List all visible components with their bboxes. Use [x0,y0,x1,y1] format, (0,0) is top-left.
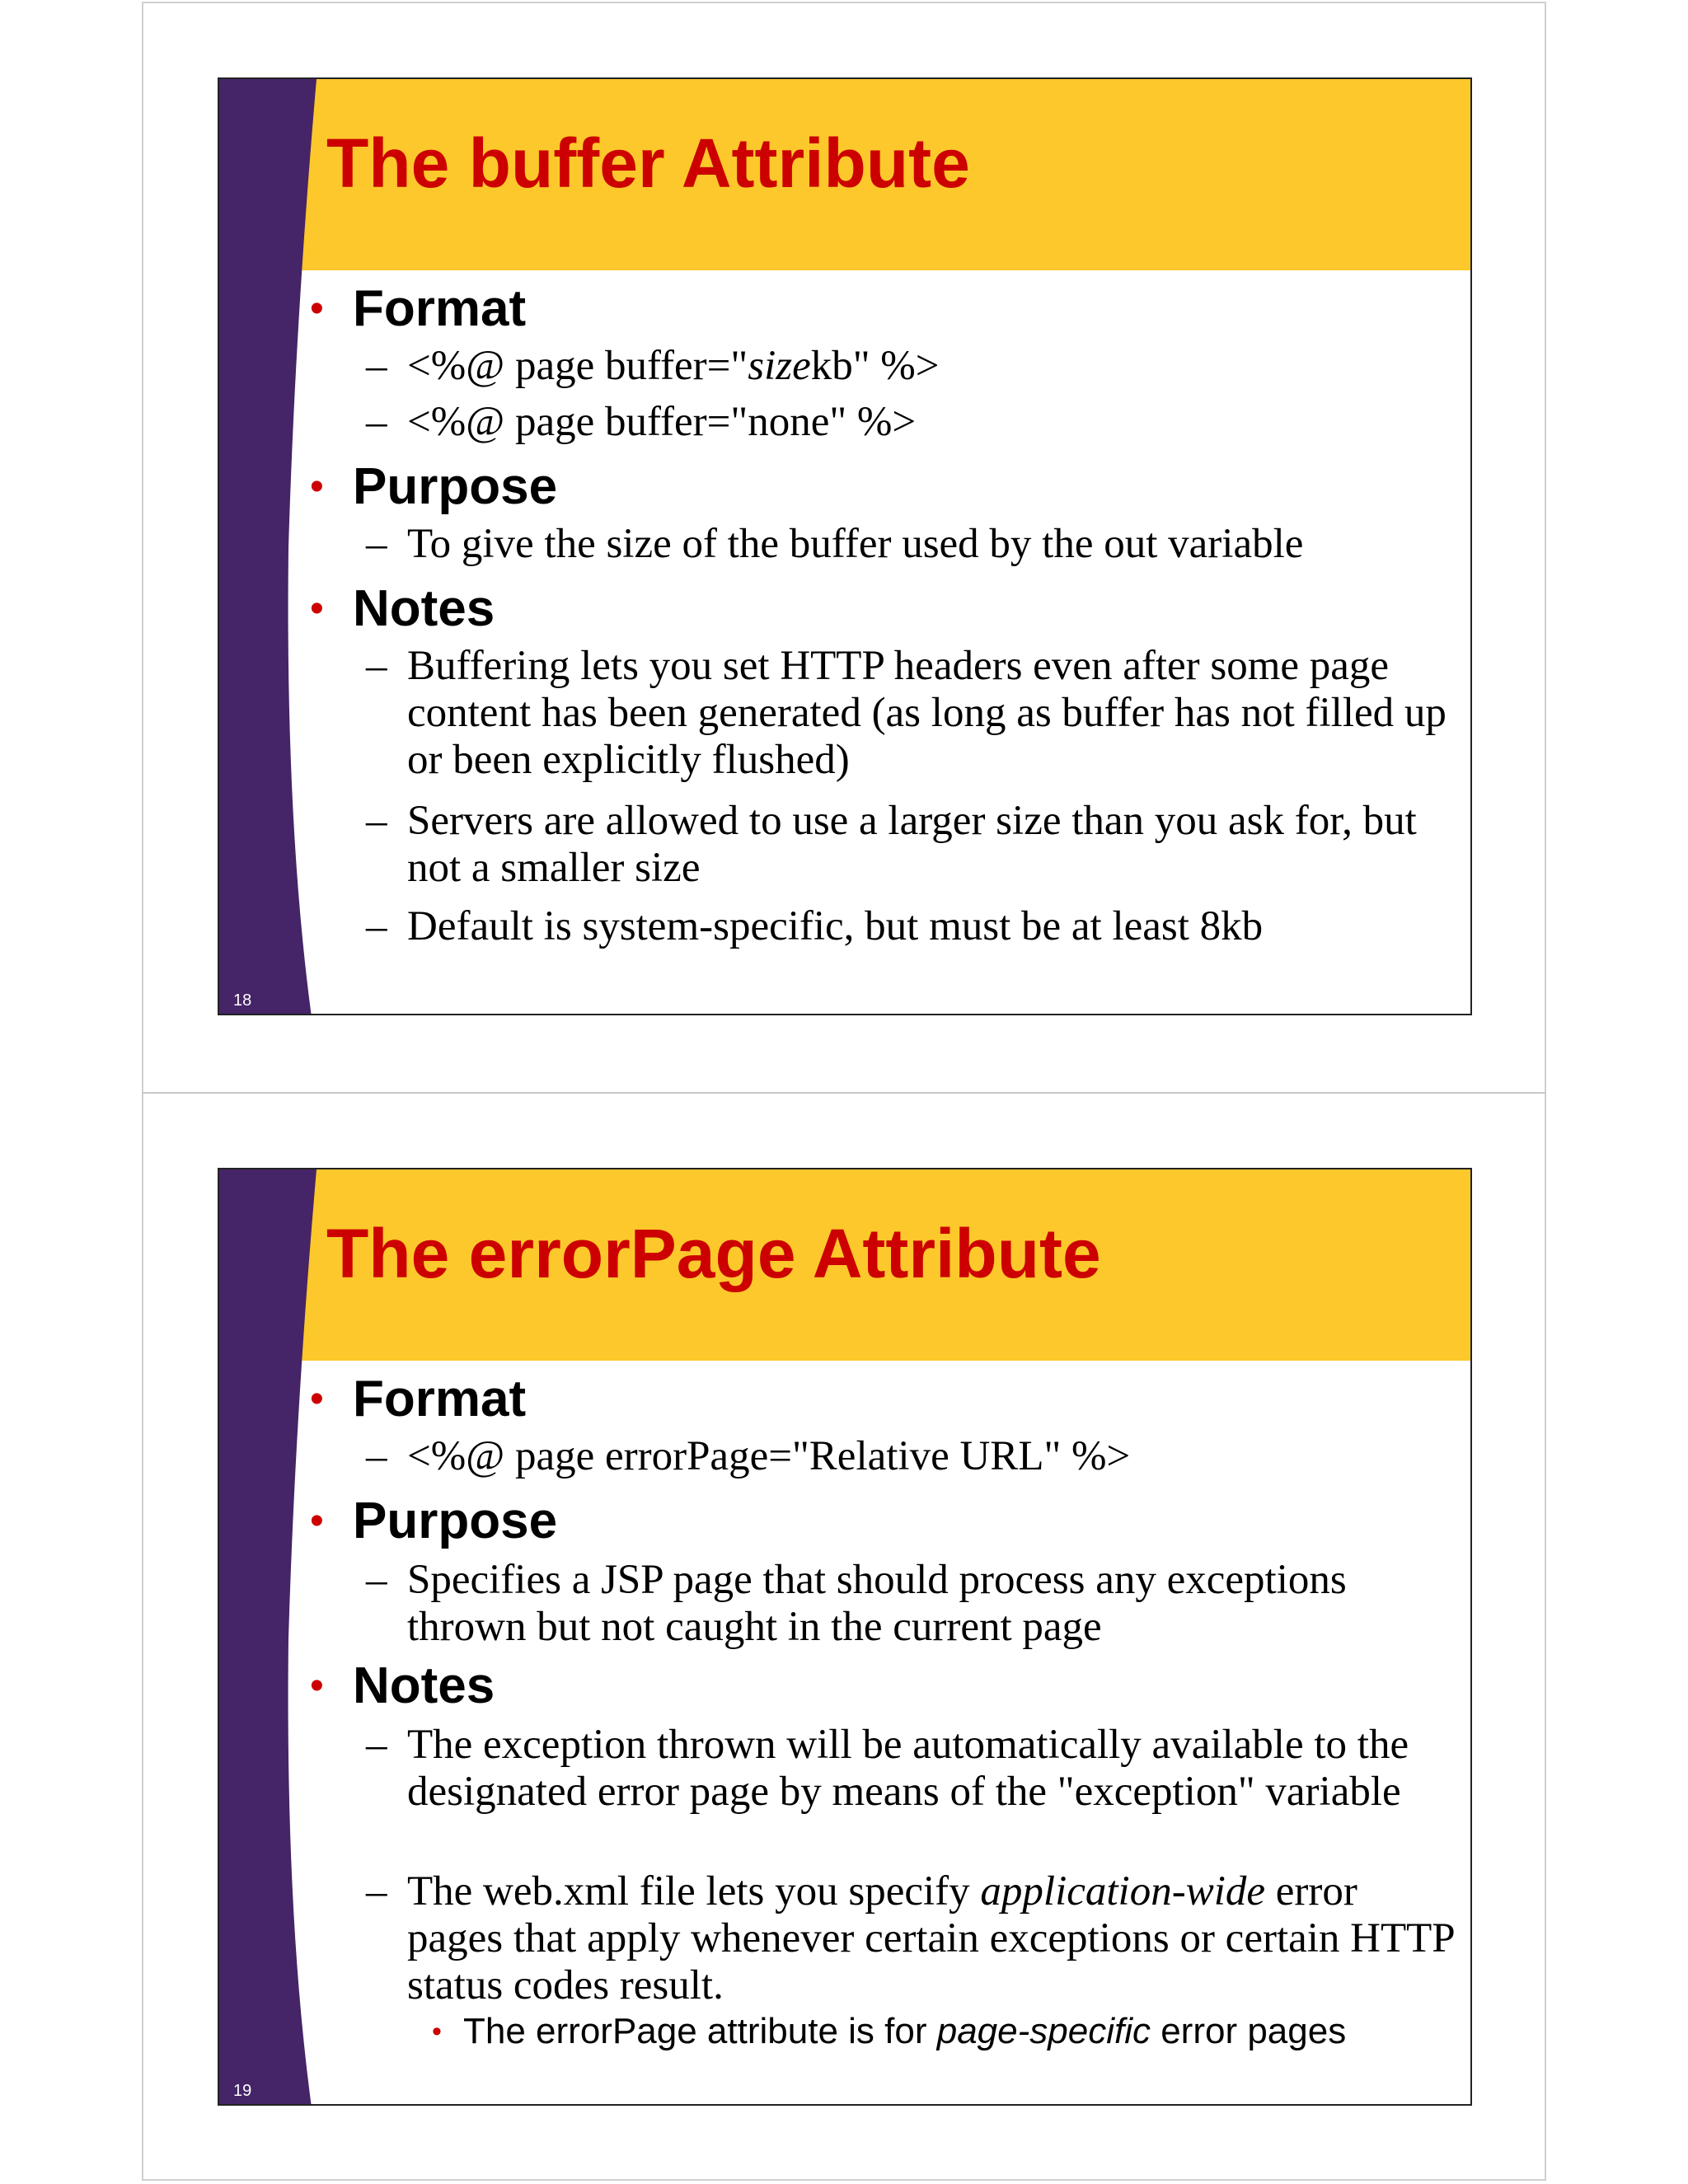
notes-heading: Notes [353,580,495,637]
notes-item: – Buffering lets you set HTTP headers even after some page content has been generated (as long as buffer has not filled up or been explicitly flushed) [366,643,1447,783]
bullet-marker: • [310,1377,324,1421]
bullet-marker: • [310,287,324,330]
notes-item: – The web.xml file lets you specify application-wide error pages that apply whenever certain exceptions or certain HTTP status codes result. [366,1868,1454,2008]
slide-title: The errorPage Attribute [326,1215,1101,1292]
notes-item: – Servers are allowed to use a larger size than you ask for, but not a smaller size [366,798,1417,891]
sub-note: • The errorPage attribute is for page-specific error pages [432,2011,1347,2051]
left-accent-bar [219,79,316,1015]
slide-18 [218,77,1472,1015]
bullet-marker: • [310,587,324,630]
format-item: – <%@ page errorPage="Relative URL" %> [366,1433,1131,1479]
format-item: – <%@ page buffer="none" %> [366,399,917,445]
purpose-heading: Purpose [353,458,558,515]
bullet-marker: • [310,465,324,509]
bullet-format [310,1371,527,1428]
bullet-purpose [310,458,558,516]
notes-item: – The exception thrown will be automatically available to the designated error page by means of the "exception" variable [366,1722,1409,1815]
purpose-item: – To give the size of the buffer used by the out variable [366,521,1304,567]
format-heading: Format [353,280,527,337]
format-item: – <%@ page buffer="sizekb" %> [366,343,940,389]
format-heading: Format [353,1371,527,1427]
slide-number: 19 [233,2082,252,2100]
bullet-marker: • [310,1664,324,1708]
bullet-format [310,280,527,338]
notes-item: – Default is system-specific, but must be at least 8kb [366,903,1264,949]
purpose-item: – Specifies a JSP page that should process any exceptions thrown but not caught in the current page [366,1557,1347,1650]
slide-19 [218,1168,1472,2106]
purpose-heading: Purpose [353,1493,558,1549]
bullet-marker: • [310,1499,324,1543]
slide-title: The buffer Attribute [326,124,970,202]
bullet-notes [310,580,495,638]
slide-number: 18 [233,991,252,1010]
page-divider [142,1092,1546,1094]
left-accent-bar [219,1169,316,2106]
bullet-notes [310,1657,495,1715]
bullet-purpose [310,1493,558,1550]
notes-heading: Notes [353,1657,495,1714]
